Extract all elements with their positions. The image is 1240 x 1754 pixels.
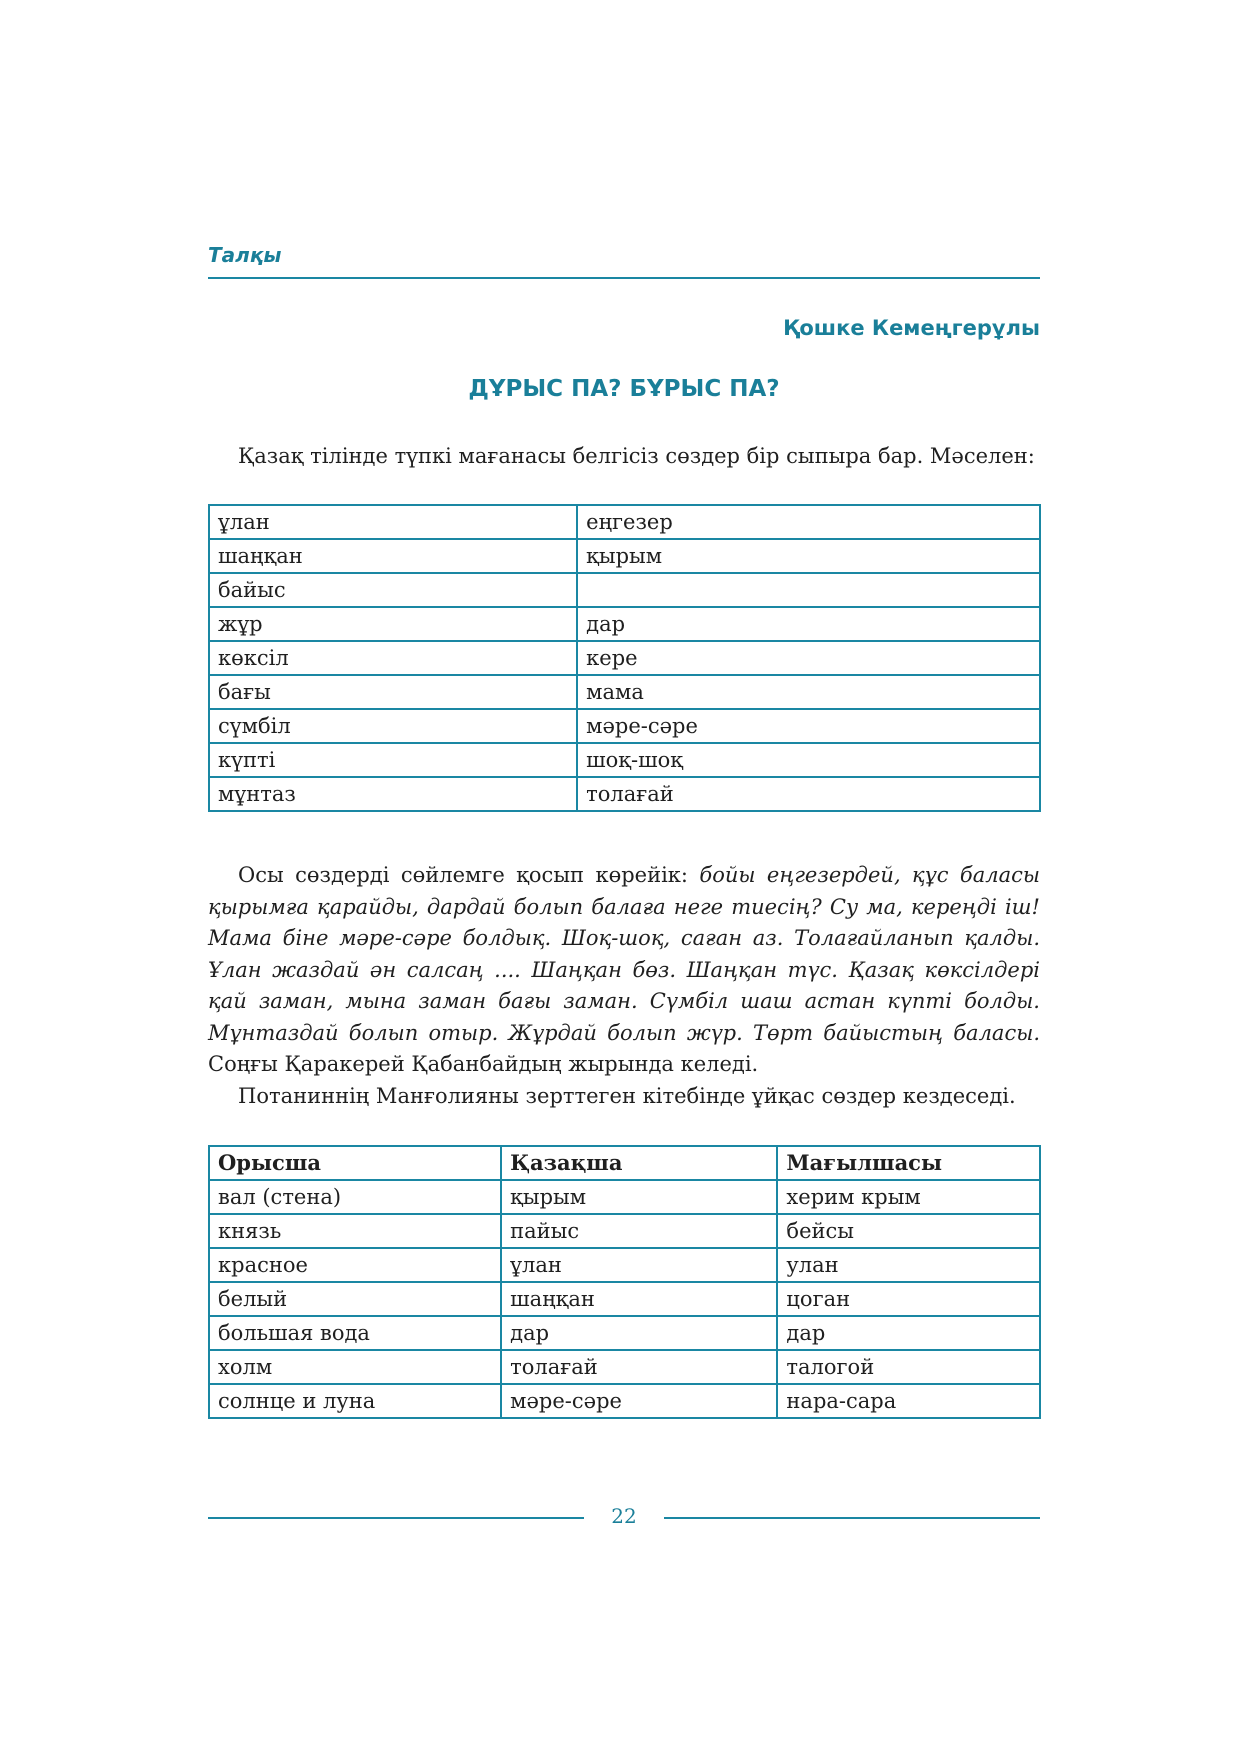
table-cell: толағай	[577, 777, 1040, 811]
table-row	[209, 1350, 1040, 1384]
table-cell: талогой	[777, 1350, 1040, 1384]
table-cell: мама	[577, 675, 1040, 709]
paragraph-potanin: Потаниннің Манғолияны зерттеген кітебінде ұйқас сөздер кездеседі.	[238, 1084, 1016, 1108]
table-cell	[577, 573, 1040, 607]
column-header: Қазақша	[501, 1146, 777, 1180]
table-cell: қырым	[501, 1180, 777, 1214]
table-cell: солнце и луна	[209, 1384, 501, 1418]
table-cell: ұлан	[209, 505, 577, 539]
table-cell: нара-сара	[777, 1384, 1040, 1418]
paragraph-example-sentences: бойы еңгезердей, құс баласы қырымға қарайды, дардай болып балаға неге тиесің? Су ма, кереңді іш! Мама біне мәре-сәре болдық. Шоқ-шоқ, саған аз. Толағайланып қалды. Ұлан жаздай ән салсаң .... Шаңқан бөз. Шаңқан түс. Қазақ көксілдері қай заман, мына заман бағы заман. Сүмбіл шаш астан күпті болды. Мұнтаздай болып отыр. Жұрдай болып жүр. Төрт байыстың баласы.	[208, 863, 1040, 1045]
table-row	[209, 607, 1040, 641]
page-number: 22	[611, 1504, 637, 1528]
table-row	[209, 539, 1040, 573]
table-row	[209, 777, 1040, 811]
table-cell: бағы	[209, 675, 577, 709]
table-cell: жұр	[209, 607, 577, 641]
words-table	[208, 504, 1041, 812]
table-cell: мәре-сәре	[577, 709, 1040, 743]
table-cell: мәре-сәре	[501, 1384, 777, 1418]
table-cell: сүмбіл	[209, 709, 577, 743]
document-page	[208, 0, 1040, 1754]
table-cell: холм	[209, 1350, 501, 1384]
table-cell: шаңқан	[501, 1282, 777, 1316]
table-row	[209, 709, 1040, 743]
table-cell: улан	[777, 1248, 1040, 1282]
table-row	[209, 675, 1040, 709]
table-cell: цоган	[777, 1282, 1040, 1316]
table-cell: дар	[777, 1316, 1040, 1350]
table-cell: бейсы	[777, 1214, 1040, 1248]
table-row	[209, 743, 1040, 777]
table-cell: кере	[577, 641, 1040, 675]
table-cell: күпті	[209, 743, 577, 777]
table-row	[209, 1282, 1040, 1316]
table-cell: белый	[209, 1282, 501, 1316]
table-cell: дар	[577, 607, 1040, 641]
table-row	[209, 505, 1040, 539]
table-cell: мұнтаз	[209, 777, 577, 811]
table-cell: ұлан	[501, 1248, 777, 1282]
article-title: ДҰРЫС ПА? БҰРЫС ПА?	[468, 376, 780, 402]
table-cell: дар	[501, 1316, 777, 1350]
paragraph-lead: Осы сөздерді сөйлемге қосып көрейік:	[238, 863, 700, 887]
table-cell: князь	[209, 1214, 501, 1248]
table-row	[209, 1316, 1040, 1350]
paragraph-tail: Соңғы Қаракерей Қабанбайдың жырында келеді.	[208, 1052, 759, 1076]
table-row	[209, 1384, 1040, 1418]
table-cell: шаңқан	[209, 539, 577, 573]
table-cell: толағай	[501, 1350, 777, 1384]
table-cell: большая вода	[209, 1316, 501, 1350]
header-rule	[208, 277, 1040, 279]
table-cell: красное	[209, 1248, 501, 1282]
table-row	[209, 573, 1040, 607]
column-header: Орысша	[209, 1146, 501, 1180]
table-cell: херим крым	[777, 1180, 1040, 1214]
table-row	[209, 1248, 1040, 1282]
table-cell: вал (стена)	[209, 1180, 501, 1214]
table-cell: байыс	[209, 573, 577, 607]
table-cell: пайыс	[501, 1214, 777, 1248]
paragraph-examples	[208, 860, 1040, 1081]
table-cell: қырым	[577, 539, 1040, 573]
column-header: Мағылшасы	[777, 1146, 1040, 1180]
intro-text: Қазақ тілінде түпкі мағанасы белгісіз сөздер бір сыпыра бар. Мәселен:	[238, 444, 1035, 468]
table-row	[209, 1214, 1040, 1248]
table-cell: шоқ-шоқ	[577, 743, 1040, 777]
article-author: Қошке Кемеңгерұлы	[783, 316, 1040, 340]
table-cell: еңгезер	[577, 505, 1040, 539]
table-row	[209, 641, 1040, 675]
table-row	[209, 1180, 1040, 1214]
section-label: Талқы	[208, 243, 282, 267]
footer-rule-right	[664, 1517, 1040, 1519]
comparison-table	[208, 1145, 1041, 1419]
table-cell: көксіл	[209, 641, 577, 675]
footer-rule-left	[208, 1517, 584, 1519]
